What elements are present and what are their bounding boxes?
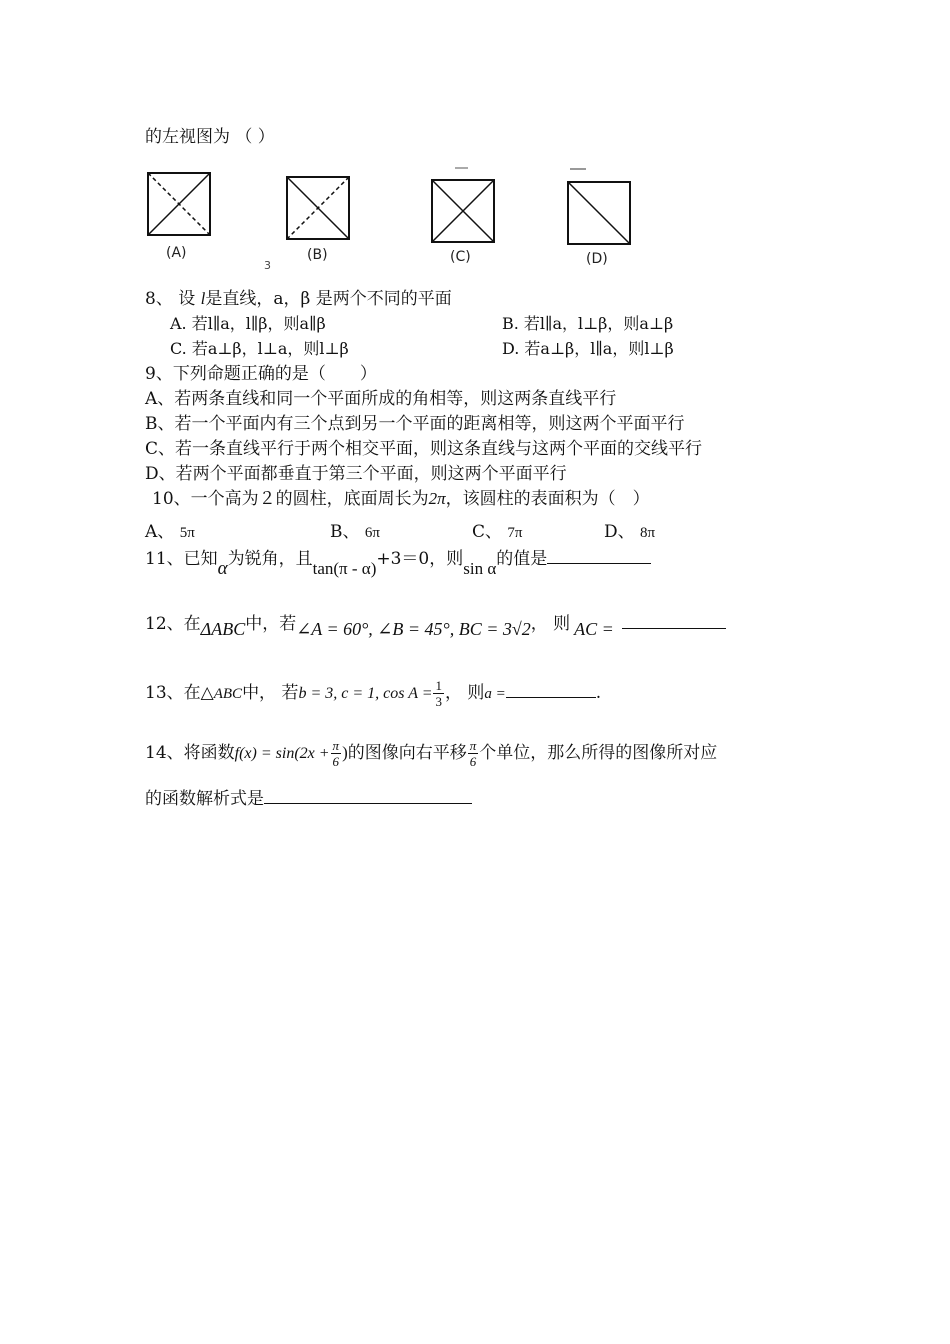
q10-option-b: B、 6π (330, 522, 380, 542)
q8-option-d: D. 若a⊥β，l∥a，则l⊥β (502, 339, 674, 358)
q11-answer-blank[interactable] (547, 549, 651, 564)
q12: 12、在ΔABC中，若∠A = 60°, ∠B = 45°, BC = 3√2， 则 AC = (145, 612, 726, 635)
q11: 11、已知α为锐角，且tan(π - α)+3＝0，则sin α的值是 (145, 548, 651, 570)
q10-stem: 10、一个高为２的圆柱，底面周长为2π，该圆柱的表面积为（ ） (152, 489, 650, 509)
q14-fraction-2: $\frac{\pi}{6}$ (469, 738, 477, 769)
q14-answer-blank[interactable] (264, 789, 472, 804)
q13-fraction: $\frac{1}{3}$ (435, 678, 442, 709)
figure-a-label: (A) (166, 245, 187, 261)
q12-answer-blank[interactable] (622, 620, 726, 629)
q8-option-a: A. 若l∥a，l∥β，则a∥β (170, 314, 326, 333)
q9-option-d: D、若两个平面都垂直于第三个平面，则这两个平面平行 (145, 464, 567, 484)
q13: 13、在△ABC中， 若b = 3, c = 1, cos A = $\frac{1}{3}$ ， 则a = . (145, 678, 602, 709)
q9-stem: 9、下列命题正确的是（ ） (145, 364, 377, 384)
q9-option-a: A、若两条直线和同一个平面所成的角相等，则这两条直线平行 (145, 389, 617, 409)
figure-d-label: (D) (586, 251, 608, 267)
q8-option-b: B. 若l∥a，l⊥β，则a⊥β (502, 314, 674, 333)
q9-option-b: B、若一个平面内有三个点到另一个平面的距离相等，则这两个平面平行 (145, 414, 685, 434)
stray-mark: 3 (264, 259, 271, 272)
figure-a (148, 173, 210, 235)
q8-option-c: C. 若a⊥β，l⊥a，则l⊥β (170, 339, 349, 358)
figure-c (432, 168, 494, 242)
q9-option-c: C、若一条直线平行于两个相交平面，则这条直线与这两个平面的交线平行 (145, 439, 703, 459)
figure-c-label: (C) (450, 249, 471, 265)
q10-option-a: A、 5π (145, 522, 195, 542)
q13-answer-blank[interactable] (506, 683, 596, 698)
q10-option-d: D、 8π (604, 522, 656, 542)
q14-line2: 的函数解析式是 (145, 788, 472, 810)
q14-fraction-1: $\frac{\pi}{6}$ (332, 738, 340, 769)
q8-stem: 8、 设 l是直线，a，β 是两个不同的平面 (145, 289, 452, 309)
figure-b-label: (B) (307, 247, 328, 263)
q10-option-c: C、 7π (472, 522, 523, 542)
figure-b (287, 177, 349, 239)
view-options-figure (140, 165, 840, 275)
view-options-svg (140, 165, 840, 275)
q7-tail: 的左视图为 （ ） (145, 127, 275, 147)
figure-d (568, 169, 630, 244)
q14: 14、将函数f(x) = sin(2x + $\frac{\pi}{6}$ )的图像向右平移 $\frac{\pi}{6}$ 个单位，那么所得的图像所对应 (145, 738, 718, 769)
